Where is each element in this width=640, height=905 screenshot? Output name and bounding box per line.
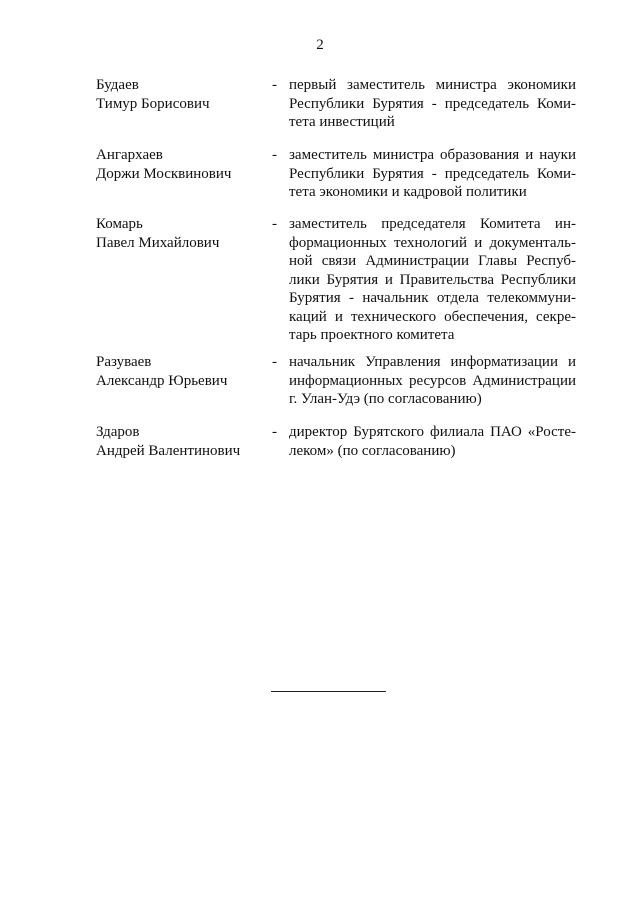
role-line: формационных технологий и документаль- xyxy=(289,234,576,251)
member-role xyxy=(289,215,576,345)
role-line: Бурятия - начальник отдела телекоммуни- xyxy=(289,290,576,306)
role-line: заместитель министра образования и науки xyxy=(289,147,576,163)
role-line: Республики Бурятия - председатель Коми- xyxy=(289,165,576,182)
role-line: г. Улан-Удэ (по согласованию) xyxy=(289,391,482,407)
member-role xyxy=(289,146,576,202)
member-role xyxy=(289,76,576,132)
role-line: лики Бурятия и Правительства Республики xyxy=(289,271,576,288)
role-line: первый заместитель министра экономики xyxy=(289,77,576,93)
role-line: заместитель председателя Комитета ин- xyxy=(289,216,576,232)
role-line: начальник Управления информатизации и xyxy=(289,354,576,370)
page-number: 2 xyxy=(316,37,324,53)
member-surname: Ангархаев xyxy=(96,147,163,163)
member-name xyxy=(96,353,266,390)
role-line: директор Бурятского филиала ПАО «Росте- xyxy=(289,424,576,440)
member-surname: Будаев xyxy=(96,77,139,93)
dash-separator: - xyxy=(272,216,277,232)
member-surname: Здаров xyxy=(96,424,140,440)
role-line: тета экономики и кадровой политики xyxy=(289,184,527,200)
role-line: тета инвестиций xyxy=(289,114,395,130)
role-line: ной связи Администрации Главы Респуб- xyxy=(289,253,576,269)
member-given-names: Доржи Москвинович xyxy=(96,165,232,182)
member-role xyxy=(289,353,576,409)
role-line: леком» (по согласованию) xyxy=(289,442,456,459)
role-line: тарь проектного комитета xyxy=(289,327,455,343)
member-role xyxy=(289,423,576,460)
member-given-names: Павел Михайлович xyxy=(96,234,220,251)
member-given-names: Тимур Борисович xyxy=(96,95,210,112)
member-surname: Комарь xyxy=(96,216,143,232)
dash-separator: - xyxy=(272,147,277,163)
member-name xyxy=(96,215,266,252)
member-name xyxy=(96,146,266,183)
dash-separator: - xyxy=(272,424,277,440)
role-line: Республики Бурятия - председатель Коми- xyxy=(289,95,576,112)
member-name xyxy=(96,76,266,113)
member-given-names: Андрей Валентинович xyxy=(96,442,241,459)
role-line: каций и технического обеспечения, секре- xyxy=(289,308,576,325)
member-name xyxy=(96,423,266,460)
closing-rule xyxy=(271,691,386,692)
dash-separator: - xyxy=(272,77,277,93)
dash-separator: - xyxy=(272,354,277,370)
member-given-names: Александр Юрьевич xyxy=(96,372,228,389)
member-surname: Разуваев xyxy=(96,354,152,370)
role-line: информационных ресурсов Администрации xyxy=(289,372,576,389)
